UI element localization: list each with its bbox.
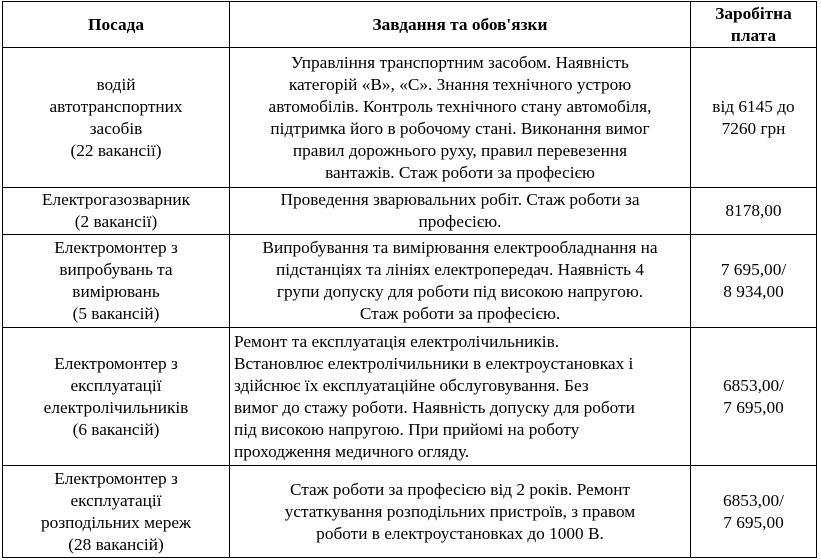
header-duties: Завдання та обов'язки (230, 2, 691, 48)
header-salary (691, 2, 817, 48)
duties-line: роботи в електроустановках до 1000 В. (316, 523, 604, 543)
duties-line: устаткування розподільних пристроїв, з правом (284, 501, 636, 521)
duties-line: Управління транспортним засобом. Наявність (291, 52, 629, 72)
duties-line: Проведення зварювальних робіт. Стаж роботи за (280, 190, 640, 209)
position-line: вимірювань (72, 282, 160, 301)
duties-line: Ремонт та експлуатація електролічильників. (234, 331, 560, 351)
duties-line: категорій «В», «С». Знання технічного устрою (288, 74, 632, 94)
position-line: Електрогазозварник (41, 190, 191, 209)
duties-line: підтримка його в робочому стані. Виконання вимог (270, 118, 650, 138)
position-line: (2 вакансії) (74, 212, 158, 231)
duties-cell (230, 188, 691, 235)
position-line: Електромонтер з (54, 238, 178, 257)
position-cell (3, 188, 230, 235)
salary-line: 7 695,00 (723, 512, 784, 532)
duties-line: професією. (418, 212, 502, 231)
salary-cell (691, 328, 817, 466)
duties-line: вимог до стажу роботи. Наявність допуску для роботи (234, 397, 635, 417)
duties-line: групи допуску для роботи під високою напругою. (276, 282, 644, 301)
duties-line: Стаж роботи за професією від 2 років. Ремонт (289, 479, 631, 499)
salary-cell (691, 466, 817, 558)
table-row (3, 466, 817, 558)
salary-cell (691, 188, 817, 235)
position-line: випробувань та (59, 260, 173, 279)
salary-line: 6853,00/ (723, 375, 784, 395)
salary-line: 7 695,00/ (720, 260, 787, 279)
salary-line: від 6145 до (712, 96, 795, 116)
position-cell (3, 328, 230, 466)
header-position: Посада (3, 2, 230, 48)
table-row (3, 235, 817, 328)
position-line: водій (96, 74, 136, 94)
duties-line: Випробування та вимірювання електрообладнання на (262, 238, 658, 257)
duties-cell (230, 466, 691, 558)
header-row (3, 2, 817, 48)
position-line: Електромонтер з (54, 353, 178, 373)
salary-cell (691, 235, 817, 328)
duties-line: підстанціях та лініях електропередач. Наявність 4 (276, 260, 644, 279)
duties-line: вантажів. Стаж роботи за професією (325, 162, 595, 182)
position-line: засобів (89, 118, 143, 138)
salary-line: 7260 грн (721, 118, 786, 138)
header-salary-line: плата (730, 25, 777, 45)
duties-cell (230, 328, 691, 466)
salary-cell (691, 48, 817, 188)
table-row (3, 48, 817, 188)
duties-line: автомобілів. Контроль технічного стану автомобіля, (268, 96, 652, 116)
vacancies-table (2, 1, 817, 558)
header-salary-line: Заробітна (715, 3, 792, 23)
position-line: (28 вакансій) (68, 534, 164, 554)
duties-line: під високою напругою. При прийомі на роботу (234, 419, 580, 439)
position-line: (22 вакансії) (70, 140, 162, 160)
table-row (3, 328, 817, 466)
salary-line: 6853,00/ (723, 490, 784, 510)
duties-cell (230, 48, 691, 188)
salary-line: 7 695,00 (723, 397, 784, 417)
table-row (3, 188, 817, 235)
position-cell (3, 235, 230, 328)
position-line: (5 вакансій) (72, 304, 160, 323)
position-line: експлуатації (70, 490, 162, 510)
duties-line: правил дорожнього руху, правил перевезення (292, 140, 628, 160)
duties-line: здійснює їх експлуатаційне обслуговування. Без (234, 375, 589, 395)
position-line: автотранспортних (49, 96, 183, 116)
salary-line: 8178,00 (725, 201, 782, 220)
position-line: (6 вакансій) (72, 419, 160, 439)
duties-line: Стаж роботи за професією. (359, 304, 561, 323)
duties-line: проходження медичного огляду. (234, 441, 470, 461)
position-cell (3, 48, 230, 188)
duties-cell (230, 235, 691, 328)
position-line: розподільних мереж (41, 512, 191, 532)
position-cell (3, 466, 230, 558)
position-line: Електромонтер з (54, 468, 178, 488)
position-line: експлуатації (70, 375, 162, 395)
position-line: електролічильників (43, 397, 189, 417)
duties-line: Встановлює електролічильники в електроустановках і (234, 353, 634, 373)
salary-line: 8 934,00 (723, 282, 784, 301)
